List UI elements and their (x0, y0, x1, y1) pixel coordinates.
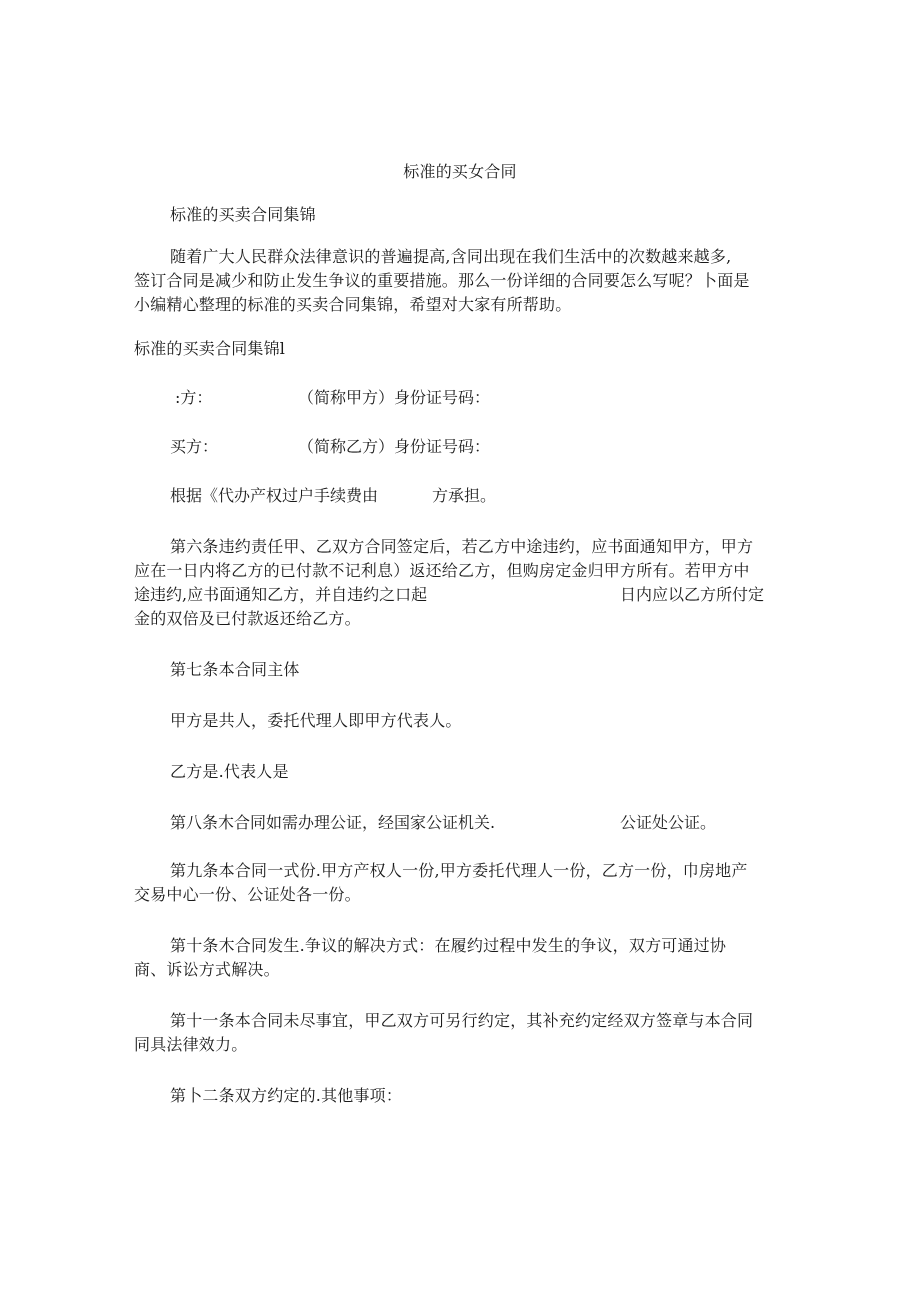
article9-line-1: 第九条本合同一式份.甲方产权人一份,甲方委托代理人一份，乙方一份，巾房地产 (170, 861, 748, 880)
article8-start: 第八条木合同如需办理公证，经国家公证机关. (170, 813, 496, 832)
buyer-short-name: （简称乙方）身份证号码： (298, 437, 491, 456)
section-heading: 标准的买卖合同集锦l (134, 339, 286, 358)
article6-line-3-end: 日内应以乙方所付定 (620, 585, 765, 604)
article9-line-2: 交易中心一份、公证处各一份。 (134, 885, 361, 904)
fee-clause-start: 根据《代办产权过户手续费由 (170, 486, 379, 505)
intro-line-3: 小编精心整理的标准的买卖合同集锦，希望对大家有所帮助。 (134, 295, 572, 314)
intro-line-1: 随着广大人民群众法律意识的普遍提高,含同出现在我们生活中的次数越来越多, (170, 247, 732, 266)
article11-line-2: 同具法律效力。 (134, 1035, 248, 1054)
article7-heading: 第七条本合同主体 (170, 660, 300, 679)
article12-heading: 第卜二条双方约定的.其他事项： (170, 1086, 403, 1105)
document-subtitle: 标准的买卖合同集锦 (170, 205, 316, 224)
article6-line-1: 第六条违约责任甲、乙双方合同签定后，若乙方中途违约，应书面通知甲方，甲方 (170, 537, 754, 556)
article11-line-1: 第十一条本合同未尽事宜，甲乙双方可另行约定，其补充约定经双方签章与本合同 (170, 1011, 754, 1030)
party-a-statement: 甲方是共人，委托代理人即甲方代表人。 (170, 711, 462, 730)
fee-clause-end: 方承担。 (432, 486, 497, 505)
article8-end: 公证处公证。 (620, 813, 717, 832)
article6-line-3-start: 途违约,应书面通知乙方，并自违约之口起 (134, 585, 428, 604)
article10-line-1: 第十条木合同发生.争议的解决方式：在履约过程中发生的争议，双方可通过协 (170, 936, 727, 955)
seller-short-name: （简称甲方）身份证号码： (298, 388, 491, 407)
buyer-label: 买方： (170, 437, 219, 456)
intro-line-2: 签订合同是减少和防止发生争议的重要措施。那么一份详细的合同要怎么写呢？卜面是 (134, 271, 750, 290)
seller-label: :方： (175, 388, 213, 407)
article6-line-2: 应在一日内将乙方的已付款不记利息）返还给乙方，但购房定金归甲方所有。若甲方中 (134, 561, 750, 580)
party-b-statement: 乙方是.代表人是 (170, 762, 289, 781)
document-title: 标准的买女合同 (403, 162, 517, 181)
article6-line-4: 金的双倍及已付款返还给乙方。 (134, 609, 361, 628)
article10-line-2: 商、诉讼方式解决。 (134, 960, 280, 979)
